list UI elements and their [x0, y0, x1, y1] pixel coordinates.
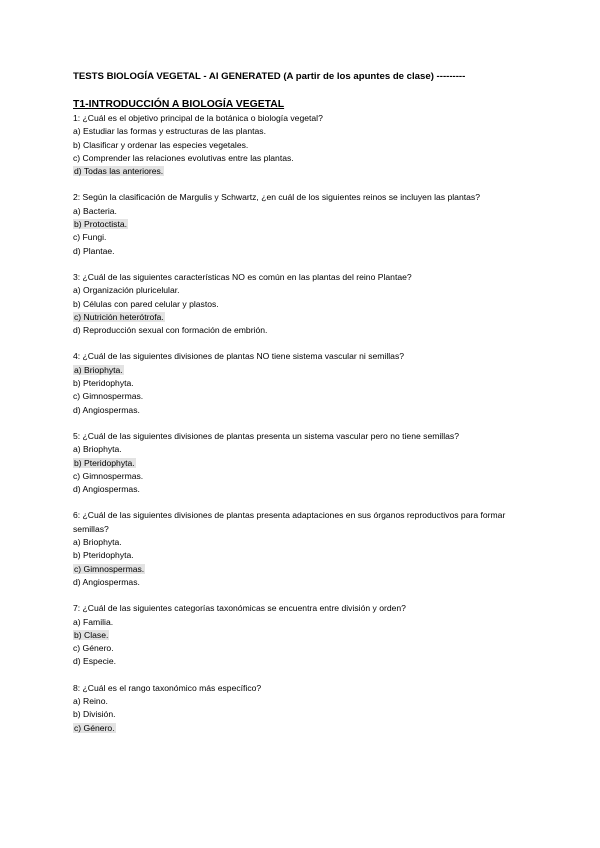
answer-option-highlighted — [73, 457, 533, 470]
option-label: c) Fungi. — [73, 232, 107, 243]
section-title: T1-INTRODUCCIÓN A BIOLOGÍA VEGETAL — [73, 99, 285, 110]
answer-option-highlighted — [73, 563, 533, 576]
question-text: 5: ¿Cuál de las siguientes divisiones de plantas presenta un sistema vascular pero no tiene semillas? — [73, 430, 459, 441]
question-list — [73, 112, 533, 735]
option-label: c) Comprender las relaciones evolutivas entre las plantas. — [73, 152, 294, 163]
answer-option — [73, 245, 533, 258]
option-label: b) Pteridophyta. — [73, 550, 134, 561]
option-label: a) Reino. — [73, 695, 108, 706]
question-text: 1: ¿Cuál es el objetivo principal de la botánica o biología vegetal? — [73, 113, 323, 123]
answer-option — [73, 298, 533, 311]
option-label: c) Gimnospermas. — [74, 563, 145, 574]
option-label: c) Nutrición heterótrofa. — [74, 311, 164, 322]
question-block — [73, 350, 533, 416]
answer-option — [73, 324, 533, 337]
option-label: a) Briophyta. — [73, 444, 122, 455]
answer-option — [73, 655, 533, 668]
option-label: d) Reproducción sexual con formación de embrión. — [73, 325, 268, 336]
answer-option-highlighted — [73, 165, 533, 178]
option-label: b) Pteridophyta. — [73, 378, 134, 389]
answer-option — [73, 284, 533, 297]
answer-option — [73, 642, 533, 655]
question-text: 7: ¿Cuál de las siguientes categorías taxonómicas se encuentra entre división y orden? — [73, 603, 406, 614]
option-label: a) Organización pluricelular. — [73, 285, 180, 296]
question-block — [73, 509, 533, 589]
question-block — [73, 682, 533, 735]
question-block — [73, 271, 533, 337]
answer-option-highlighted — [73, 364, 533, 377]
document-title: TESTS BIOLOGÍA VEGETAL - AI GENERATED (A partir de los apuntes de clase) --------- — [73, 71, 466, 82]
option-label: d) Todas las anteriores. — [74, 166, 164, 177]
question-text: 3: ¿Cuál de las siguientes características NO es común en las plantas del reino Plantae? — [73, 271, 412, 282]
question-text: 8: ¿Cuál es el rango taxonómico más específico? — [73, 682, 262, 693]
question-text: 2: Según la clasificación de Margulis y Schwartz, ¿en cuál de los siguientes reinos se incluyen las plantas? — [73, 192, 480, 203]
option-label: a) Estudiar las formas y estructuras de las plantas. — [73, 126, 266, 137]
answer-option — [73, 483, 533, 496]
answer-option — [73, 139, 533, 152]
answer-option — [73, 390, 533, 403]
answer-option-highlighted — [73, 311, 533, 324]
answer-option — [73, 125, 533, 138]
option-label: d) Angiospermas. — [73, 576, 140, 587]
option-label: d) Especie. — [73, 656, 116, 667]
answer-option — [73, 152, 533, 165]
answer-option — [73, 231, 533, 244]
answer-option — [73, 616, 533, 629]
answer-option — [73, 536, 533, 549]
question-text: 4: ¿Cuál de las siguientes divisiones de plantas NO tiene sistema vascular ni semillas? — [73, 351, 405, 362]
option-label: c) Gimnospermas. — [73, 470, 144, 481]
answer-option-highlighted — [73, 218, 533, 231]
answer-option — [73, 695, 533, 708]
option-label: a) Familia. — [73, 616, 114, 627]
question-text: 6: ¿Cuál de las siguientes divisiones de plantas presenta adaptaciones en sus órganos reproductivos para formar semillas? — [73, 510, 506, 534]
answer-option — [73, 576, 533, 589]
answer-option — [73, 377, 533, 390]
option-label: c) Género. — [74, 722, 115, 733]
option-label: b) Clasificar y ordenar las especies vegetales. — [73, 139, 249, 150]
option-label: c) Gimnospermas. — [73, 391, 144, 402]
option-label: b) Pteridophyta. — [74, 457, 135, 468]
option-label: c) Género. — [73, 643, 114, 654]
answer-option — [73, 470, 533, 483]
document-page — [73, 70, 533, 735]
answer-option — [73, 549, 533, 562]
question-block — [73, 191, 533, 257]
option-label: b) Clase. — [74, 629, 109, 640]
option-label: d) Angiospermas. — [73, 484, 140, 495]
question-block — [73, 430, 533, 496]
answer-option — [73, 708, 533, 721]
option-label: a) Briophyta. — [74, 364, 123, 375]
option-label: b) Protoctista. — [74, 219, 128, 230]
option-label: b) División. — [73, 709, 116, 720]
answer-option-highlighted — [73, 629, 533, 642]
option-label: b) Células con pared celular y plastos. — [73, 298, 219, 309]
answer-option — [73, 443, 533, 456]
option-label: d) Plantae. — [73, 245, 115, 256]
option-label: d) Angiospermas. — [73, 404, 140, 415]
question-block — [73, 112, 533, 178]
answer-option — [73, 404, 533, 417]
option-label: a) Briophyta. — [73, 537, 122, 548]
answer-option-highlighted — [73, 722, 533, 735]
question-block — [73, 602, 533, 668]
option-label: a) Bacteria. — [73, 205, 117, 216]
answer-option — [73, 205, 533, 218]
